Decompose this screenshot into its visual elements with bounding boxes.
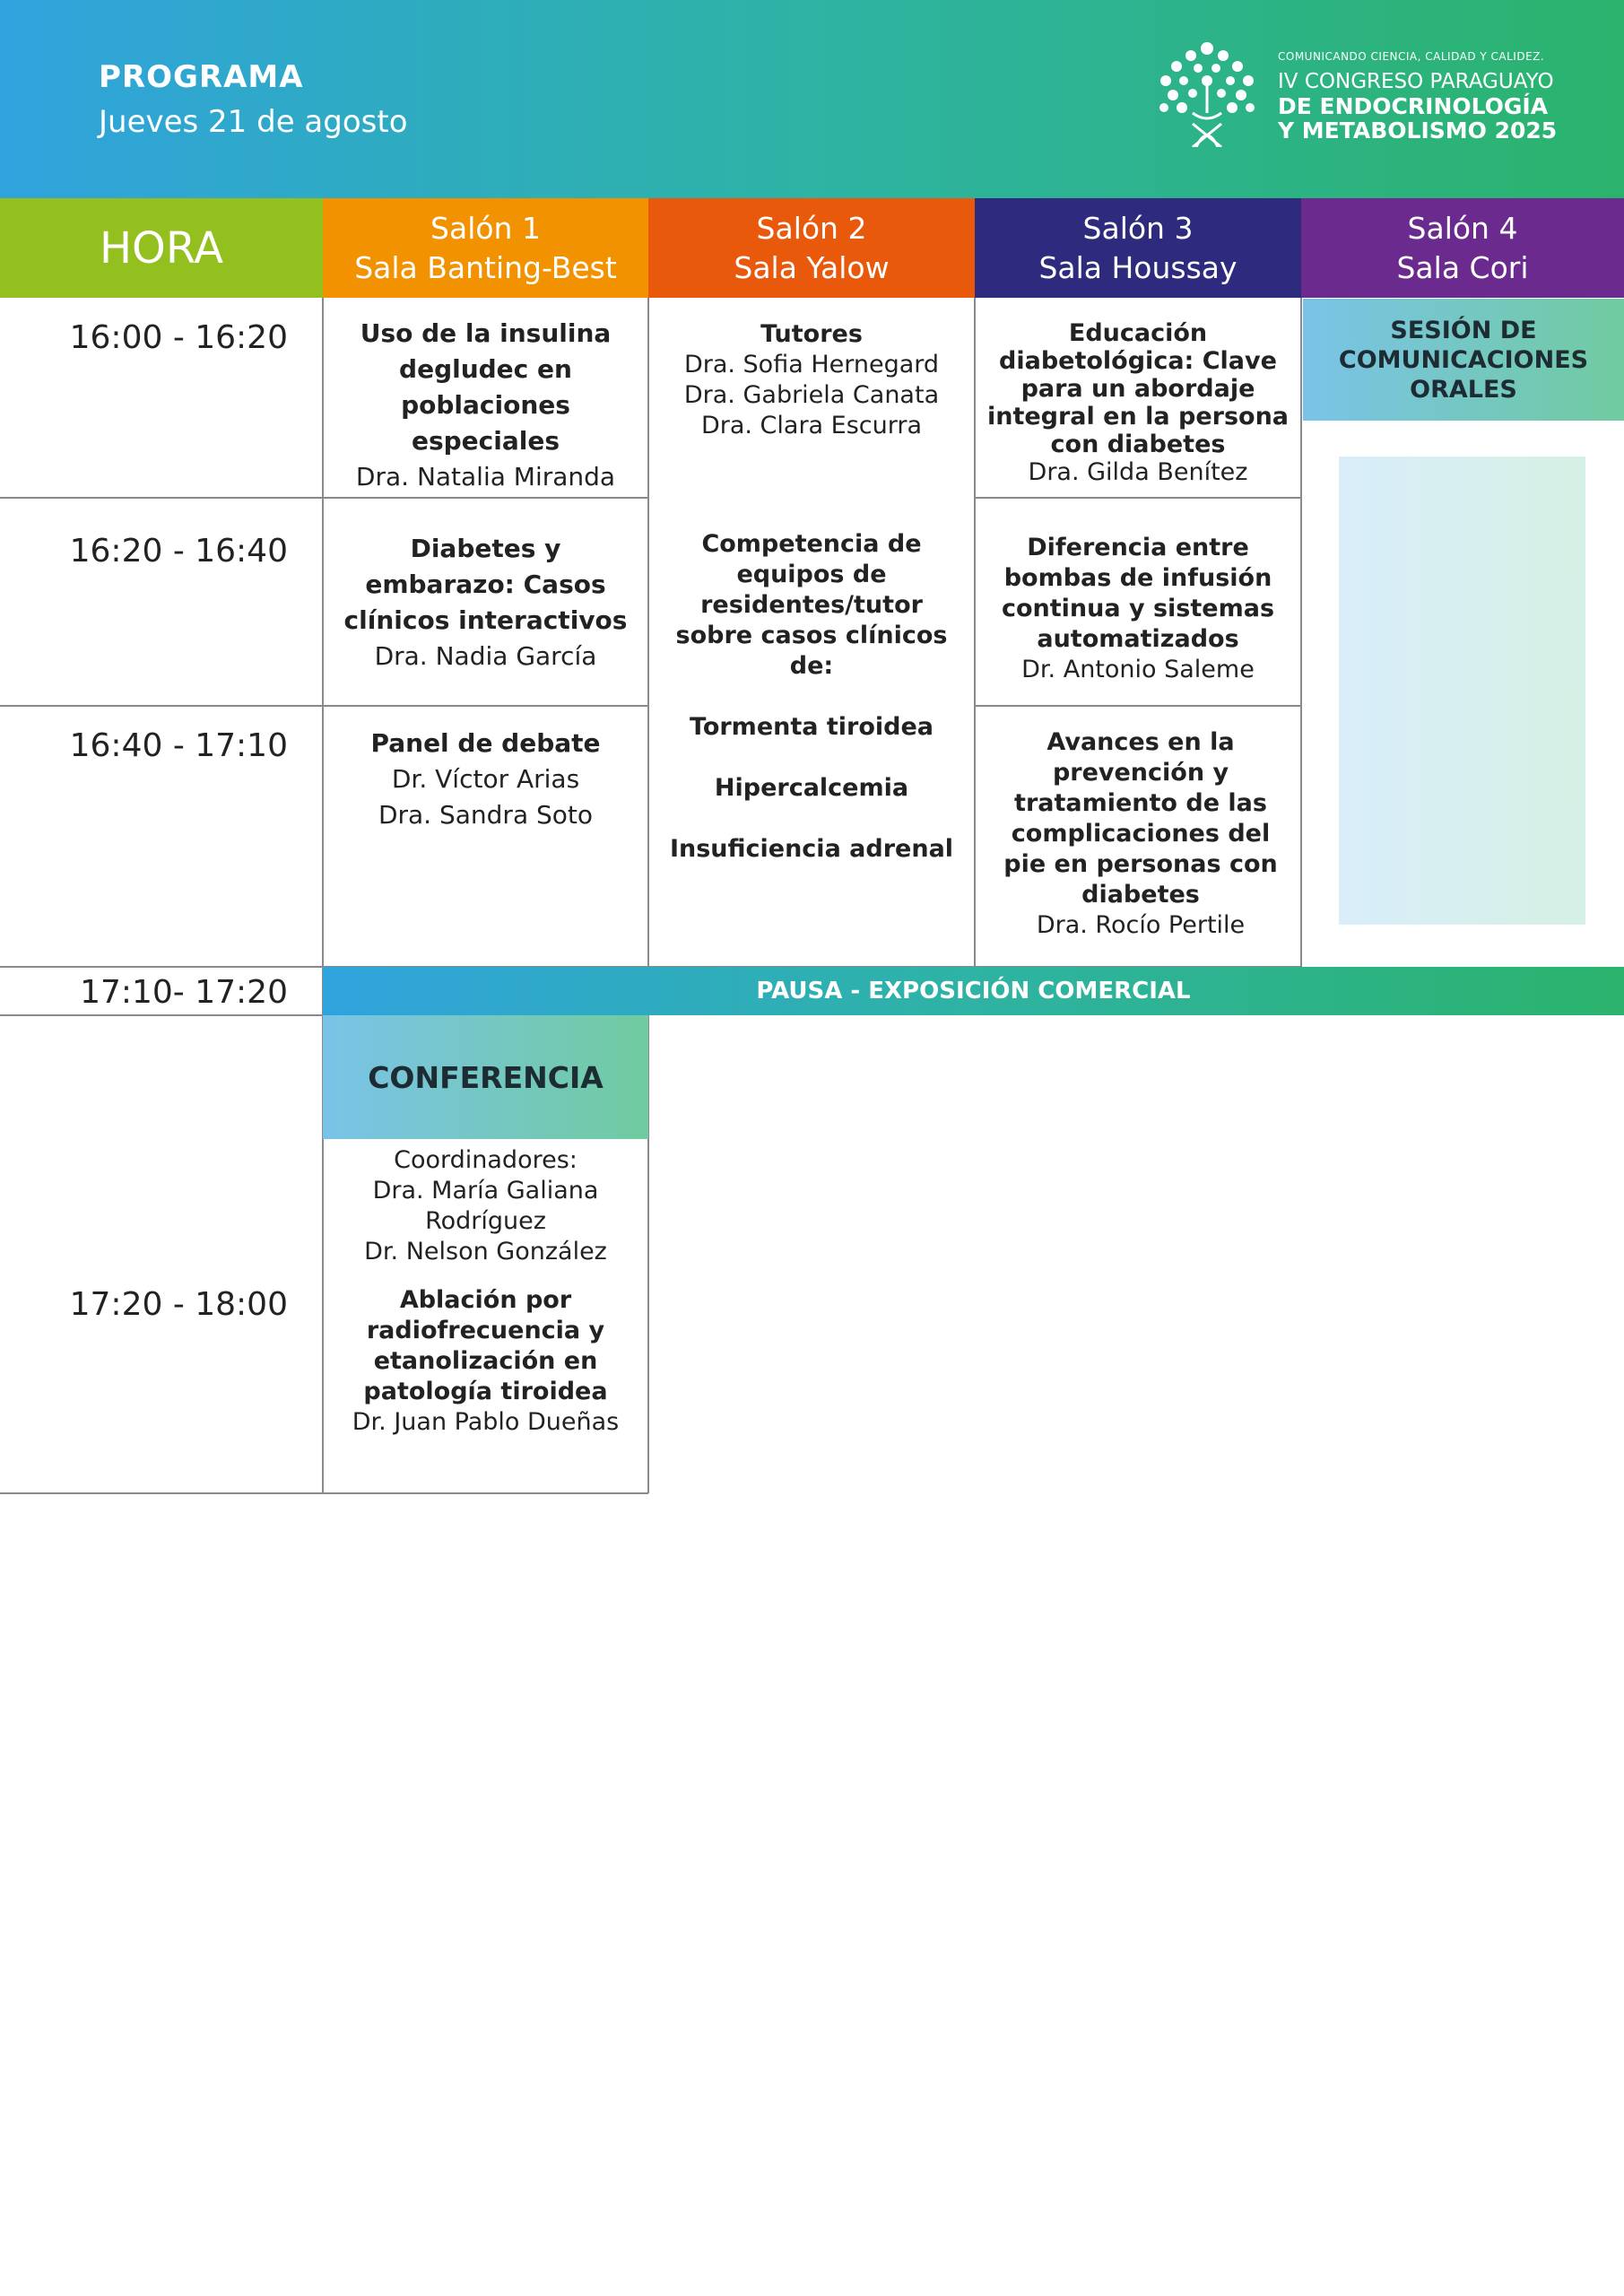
oral-session-label: SESIÓN DE COMUNICACIONES ORALES <box>1338 316 1589 404</box>
session-title: Diabetes y embarazo: Casos clínicos interactivos <box>343 534 628 635</box>
coordinator-2: Dr. Nelson González <box>364 1238 607 1265</box>
oral-session-placeholder <box>1339 457 1585 925</box>
salon4-oral-session-banner <box>1303 299 1624 421</box>
logo-tagline: COMUNICANDO CIENCIA, CALIDAD Y CALIDEZ. <box>1278 50 1545 63</box>
salon4-name: Salón 4 <box>1407 210 1518 246</box>
tutores-title: Tutores <box>760 320 863 348</box>
logo-line1: IV CONGRESO PARAGUAYO <box>1278 70 1554 93</box>
salon3-session-2 <box>994 533 1282 685</box>
session-speaker: Dra. Rocío Pertile <box>1036 911 1246 939</box>
page-date: Jueves 21 de agosto <box>99 104 408 140</box>
salon1-session-1 <box>330 316 641 495</box>
hora-column-header <box>0 198 323 298</box>
tutor-3: Dra. Clara Escurra <box>700 412 923 439</box>
salon3-session-3 <box>986 727 1295 941</box>
salon2-sala: Sala Yalow <box>734 249 890 285</box>
salon1-column-header <box>323 198 648 298</box>
salon2-column-header <box>648 198 975 298</box>
session-speaker: Dra. Natalia Miranda <box>355 462 616 491</box>
salon4-column-header <box>1301 198 1624 298</box>
salon2-name: Salón 2 <box>756 210 867 246</box>
session-title: Uso de la insulina degludec en poblaciones especiales <box>360 318 612 456</box>
coordinators-label: Coordinadores: <box>394 1146 578 1174</box>
session-title: Diferencia entre bombas de infusión continua y sistemas automatizados <box>1001 534 1275 653</box>
session-speaker-2: Dra. Sandra Soto <box>378 800 594 830</box>
conferencia-title: Ablación por radiofrecuencia y etanolización en patología tiroidea <box>363 1286 608 1405</box>
salon3-column-header <box>975 198 1301 298</box>
case-3: Insuficiencia adrenal <box>669 835 954 863</box>
logo-line2: DE ENDOCRINOLOGÍA <box>1278 93 1549 119</box>
pause-label: PAUSA - EXPOSICIÓN COMERCIAL <box>756 978 1191 1004</box>
session-speaker-1: Dr. Víctor Arias <box>391 764 580 794</box>
conferencia-details <box>339 1145 632 1438</box>
pause-banner <box>323 967 1624 1015</box>
conferencia-label: CONFERENCIA <box>368 1059 604 1095</box>
session-speaker: Dra. Nadia García <box>374 641 597 671</box>
conferencia-banner <box>323 1015 648 1139</box>
session-speaker: Dr. Antonio Saleme <box>1021 656 1255 683</box>
time-slot-3: 16:40 - 17:10 <box>69 727 288 764</box>
case-2: Hipercalcemia <box>714 774 909 802</box>
coordinator-1: Dra. María Galiana Rodríguez <box>372 1177 599 1235</box>
tutor-1: Dra. Sofia Hernegard <box>683 351 940 378</box>
header-banner <box>0 0 1624 198</box>
session-title: Panel de debate <box>370 728 601 758</box>
tutor-2: Dra. Gabriela Canata <box>683 381 940 409</box>
congress-logo-text <box>1278 50 1557 143</box>
salon1-session-3 <box>330 726 641 833</box>
salon1-session-2 <box>336 531 635 674</box>
page-title: PROGRAMA <box>99 59 304 95</box>
logo-line3: Y METABOLISMO 2025 <box>1278 117 1558 144</box>
session-title: Avances en la prevención y tratamiento de las complicaciones del pie en personas con diabetes <box>1003 728 1278 909</box>
salon1-sala: Sala Banting-Best <box>354 249 617 285</box>
time-slot-5: 17:20 - 18:00 <box>69 1286 288 1323</box>
hora-label: HORA <box>99 222 224 274</box>
salon3-name: Salón 3 <box>1082 210 1194 246</box>
competencia-title: Competencia de equipos de residentes/tutor sobre casos clínicos de: <box>675 530 948 680</box>
salon1-name: Salón 1 <box>430 210 541 246</box>
conferencia-speaker: Dr. Juan Pablo Dueñas <box>352 1408 620 1436</box>
salon2-tutores <box>656 319 968 441</box>
time-slot-4: 17:10- 17:20 <box>80 974 288 1011</box>
salon2-competencia <box>661 529 962 865</box>
session-title: Educación diabetológica: Clave para un abordaje integral en la persona con diabetes <box>986 319 1290 458</box>
session-speaker: Dra. Gilda Benítez <box>1028 458 1248 486</box>
salon4-sala: Sala Cori <box>1396 249 1529 285</box>
salon3-sala: Sala Houssay <box>1038 249 1238 285</box>
time-slot-2: 16:20 - 16:40 <box>69 533 288 570</box>
time-slot-1: 16:00 - 16:20 <box>69 319 288 356</box>
congress-logo-icon <box>1157 41 1257 147</box>
case-1: Tormenta tiroidea <box>689 713 934 741</box>
salon3-session-1 <box>986 319 1290 486</box>
